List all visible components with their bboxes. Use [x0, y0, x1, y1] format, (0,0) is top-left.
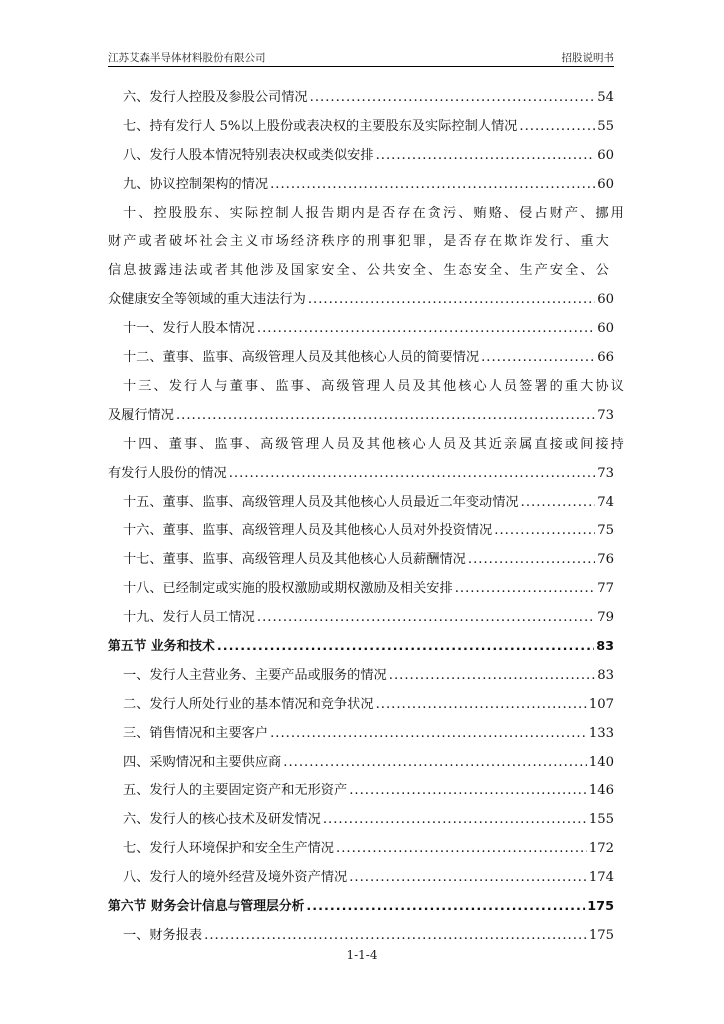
toc-entry-row — [123, 517, 614, 546]
toc-entry[interactable] — [108, 489, 614, 518]
toc-leader-dots — [204, 922, 587, 951]
toc-entry-title: 八、发行人股本情况特别表决权或类似安排 — [123, 147, 374, 163]
toc-entry-title: 七、持有发行人 5%以上股份或表决权的主要股东及实际控制人情况 — [123, 118, 518, 134]
toc-entry-row — [123, 777, 614, 806]
toc-page-number: 175 — [588, 927, 614, 943]
toc-entry-text-line: 十、控股股东、实际控制人报告期内是否存在贪污、贿赂、侵占财产、挪用 — [123, 205, 626, 221]
toc-page-number: 76 — [597, 552, 614, 568]
toc-entry-row — [123, 142, 614, 171]
toc-entry[interactable] — [108, 604, 614, 633]
toc-page-number: 107 — [588, 696, 614, 712]
table-of-contents — [108, 84, 626, 951]
toc-entry[interactable] — [108, 431, 626, 489]
toc-section-entry[interactable] — [108, 893, 614, 922]
toc-page-number: 60 — [597, 292, 614, 308]
toc-entry[interactable] — [108, 835, 614, 864]
toc-entry-title: 一、发行人主营业务、主要产品或服务的情况 — [123, 667, 387, 683]
toc-entry-title: 十二、董事、监事、高级管理人员及其他核心人员的简要情况 — [123, 350, 480, 366]
toc-page-number: 79 — [597, 610, 614, 626]
toc-page-number: 174 — [588, 870, 614, 886]
toc-entry-row — [123, 84, 614, 113]
toc-entry[interactable] — [108, 517, 614, 546]
toc-entry[interactable] — [108, 575, 614, 604]
toc-leader-dots — [376, 691, 587, 720]
toc-entry-title: 八、发行人的境外经营及境外资产情况 — [123, 870, 348, 886]
toc-leader-dots — [521, 489, 596, 518]
toc-leader-dots — [306, 893, 585, 922]
toc-entry[interactable] — [108, 864, 614, 893]
toc-page-number: 73 — [597, 407, 614, 423]
toc-entry[interactable] — [108, 344, 614, 373]
toc-entry-title: 二、发行人所处行业的基本情况和竞争状况 — [123, 696, 374, 712]
toc-entry-row — [108, 286, 614, 315]
toc-leader-dots — [468, 546, 595, 575]
toc-leader-dots — [376, 142, 596, 171]
toc-page-number: 55 — [597, 118, 614, 134]
toc-page-number: 83 — [597, 667, 614, 683]
toc-entry-row — [108, 402, 614, 431]
toc-page-number: 83 — [596, 638, 614, 654]
toc-entry-row — [123, 662, 614, 691]
toc-entry-title: 五、发行人的主要固定资产和无形资产 — [123, 783, 348, 799]
toc-entry[interactable] — [108, 777, 614, 806]
toc-entry-title: 十七、董事、监事、高级管理人员及其他核心人员薪酬情况 — [123, 552, 466, 568]
toc-entry[interactable] — [108, 922, 614, 951]
toc-entry-row — [123, 922, 614, 951]
toc-leader-dots — [283, 749, 587, 778]
toc-entry-row — [108, 893, 614, 922]
toc-entry-title: 有发行人股份的情况 — [108, 465, 227, 481]
toc-entry-title: 一、财务报表 — [123, 927, 203, 943]
toc-leader-dots — [310, 84, 596, 113]
toc-entry[interactable] — [108, 84, 614, 113]
toc-entry-row — [123, 806, 614, 835]
toc-entry-row — [123, 315, 614, 344]
toc-entry[interactable] — [108, 806, 614, 835]
toc-page-number: 60 — [597, 147, 614, 163]
toc-page-number: 140 — [588, 754, 614, 770]
toc-leader-dots — [455, 575, 596, 604]
toc-entry-title: 六、发行人控股及参股公司情况 — [123, 90, 308, 105]
page-number: 1-1-4 — [346, 948, 378, 962]
toc-leader-dots — [336, 835, 587, 864]
toc-leader-dots — [519, 113, 595, 142]
toc-entry[interactable] — [108, 691, 614, 720]
toc-page-number: 60 — [597, 176, 614, 192]
toc-entry-title: 及履行情况 — [108, 407, 174, 423]
toc-page-number: 155 — [588, 812, 614, 828]
toc-entry-title: 十八、已经制定或实施的股权激励或期权激励及相关安排 — [123, 581, 453, 597]
toc-entry-title: 十六、董事、监事、高级管理人员及其他核心人员对外投资情况 — [123, 523, 493, 539]
toc-entry-row — [123, 546, 614, 575]
toc-entry-title: 众健康安全等领域的重大违法行为 — [108, 292, 306, 308]
toc-leader-dots — [270, 720, 587, 749]
header-company-name: 江苏艾森半导体材料股份有限公司 — [108, 52, 266, 64]
toc-entry-title: 六、发行人的核心技术及研发情况 — [123, 812, 321, 828]
toc-leader-dots — [270, 171, 595, 200]
toc-leader-dots — [176, 402, 595, 431]
toc-page-number: 175 — [587, 898, 614, 914]
toc-entry-text-line: 十三、发行人与董事、监事、高级管理人员及其他核心人员签署的重大协议 — [123, 378, 626, 394]
toc-page-number: 73 — [597, 465, 614, 481]
toc-leader-dots — [481, 344, 595, 373]
toc-entry-row — [123, 691, 614, 720]
header-document-title: 招股说明书 — [561, 52, 614, 64]
toc-page-number: 172 — [588, 841, 614, 857]
toc-leader-dots — [217, 633, 594, 662]
toc-entry[interactable] — [108, 200, 626, 316]
toc-leader-dots — [257, 604, 595, 633]
toc-entry-title: 第五节 业务和技术 — [108, 638, 215, 654]
toc-entry[interactable] — [108, 142, 614, 171]
toc-entry-title: 十一、发行人股本情况 — [123, 321, 255, 337]
toc-entry-row — [123, 113, 614, 142]
toc-entry-title: 第六节 财务会计信息与管理层分析 — [108, 898, 305, 914]
toc-page-number: 146 — [588, 783, 614, 799]
toc-entry[interactable] — [108, 373, 626, 431]
toc-entry-row — [123, 835, 614, 864]
toc-page-number: 66 — [597, 350, 614, 366]
toc-leader-dots — [308, 286, 595, 315]
toc-entry-title: 七、发行人环境保护和安全生产情况 — [123, 841, 334, 857]
toc-leader-dots — [323, 806, 587, 835]
toc-entry-row — [123, 720, 614, 749]
toc-entry-title: 三、销售情况和主要客户 — [123, 725, 269, 741]
toc-page-number: 74 — [597, 494, 614, 510]
toc-entry-row — [108, 460, 614, 489]
toc-entry-row — [123, 864, 614, 893]
toc-entry-text-line: 十四、董事、监事、高级管理人员及其他核心人员及其近亲属直接或间接持 — [123, 436, 626, 452]
toc-leader-dots — [257, 315, 595, 344]
toc-entry-row — [123, 171, 614, 200]
toc-entry-row — [108, 633, 614, 662]
toc-entry-title: 十九、发行人员工情况 — [123, 610, 255, 626]
toc-entry-row — [123, 344, 614, 373]
toc-page-number: 75 — [597, 523, 614, 539]
toc-leader-dots — [349, 864, 587, 893]
toc-entry[interactable] — [108, 720, 614, 749]
toc-leader-dots — [349, 777, 587, 806]
toc-entry[interactable] — [108, 662, 614, 691]
toc-entry-text-line: 财产或者破坏社会主义市场经济秩序的刑事犯罪，是否存在欺诈发行、重大 — [108, 234, 611, 250]
toc-entry-row — [123, 749, 614, 778]
toc-entry-title: 十五、董事、监事、高级管理人员及其他核心人员最近二年变动情况 — [123, 494, 519, 510]
toc-entry-row — [123, 489, 614, 518]
toc-entry[interactable] — [108, 171, 614, 200]
toc-page-number: 77 — [597, 581, 614, 597]
toc-entry-text-line: 信息披露违法或者其他涉及国家安全、公共安全、生态安全、生产安全、公 — [108, 263, 611, 279]
toc-entry[interactable] — [108, 749, 614, 778]
toc-page-number: 133 — [588, 725, 614, 741]
toc-entry-row — [123, 575, 614, 604]
toc-page-number: 54 — [597, 90, 614, 105]
toc-page-number: 60 — [597, 321, 614, 337]
header-divider — [108, 66, 614, 67]
toc-leader-dots — [494, 517, 595, 546]
toc-entry-title: 四、采购情况和主要供应商 — [123, 754, 282, 770]
toc-section-entry[interactable] — [108, 633, 614, 662]
toc-entry[interactable] — [108, 315, 614, 344]
toc-entry-row — [123, 604, 614, 633]
toc-leader-dots — [389, 662, 595, 691]
toc-entry-title: 九、协议控制架构的情况 — [123, 176, 269, 192]
toc-entry[interactable] — [108, 113, 614, 142]
toc-entry[interactable] — [108, 546, 614, 575]
toc-leader-dots — [229, 460, 596, 489]
